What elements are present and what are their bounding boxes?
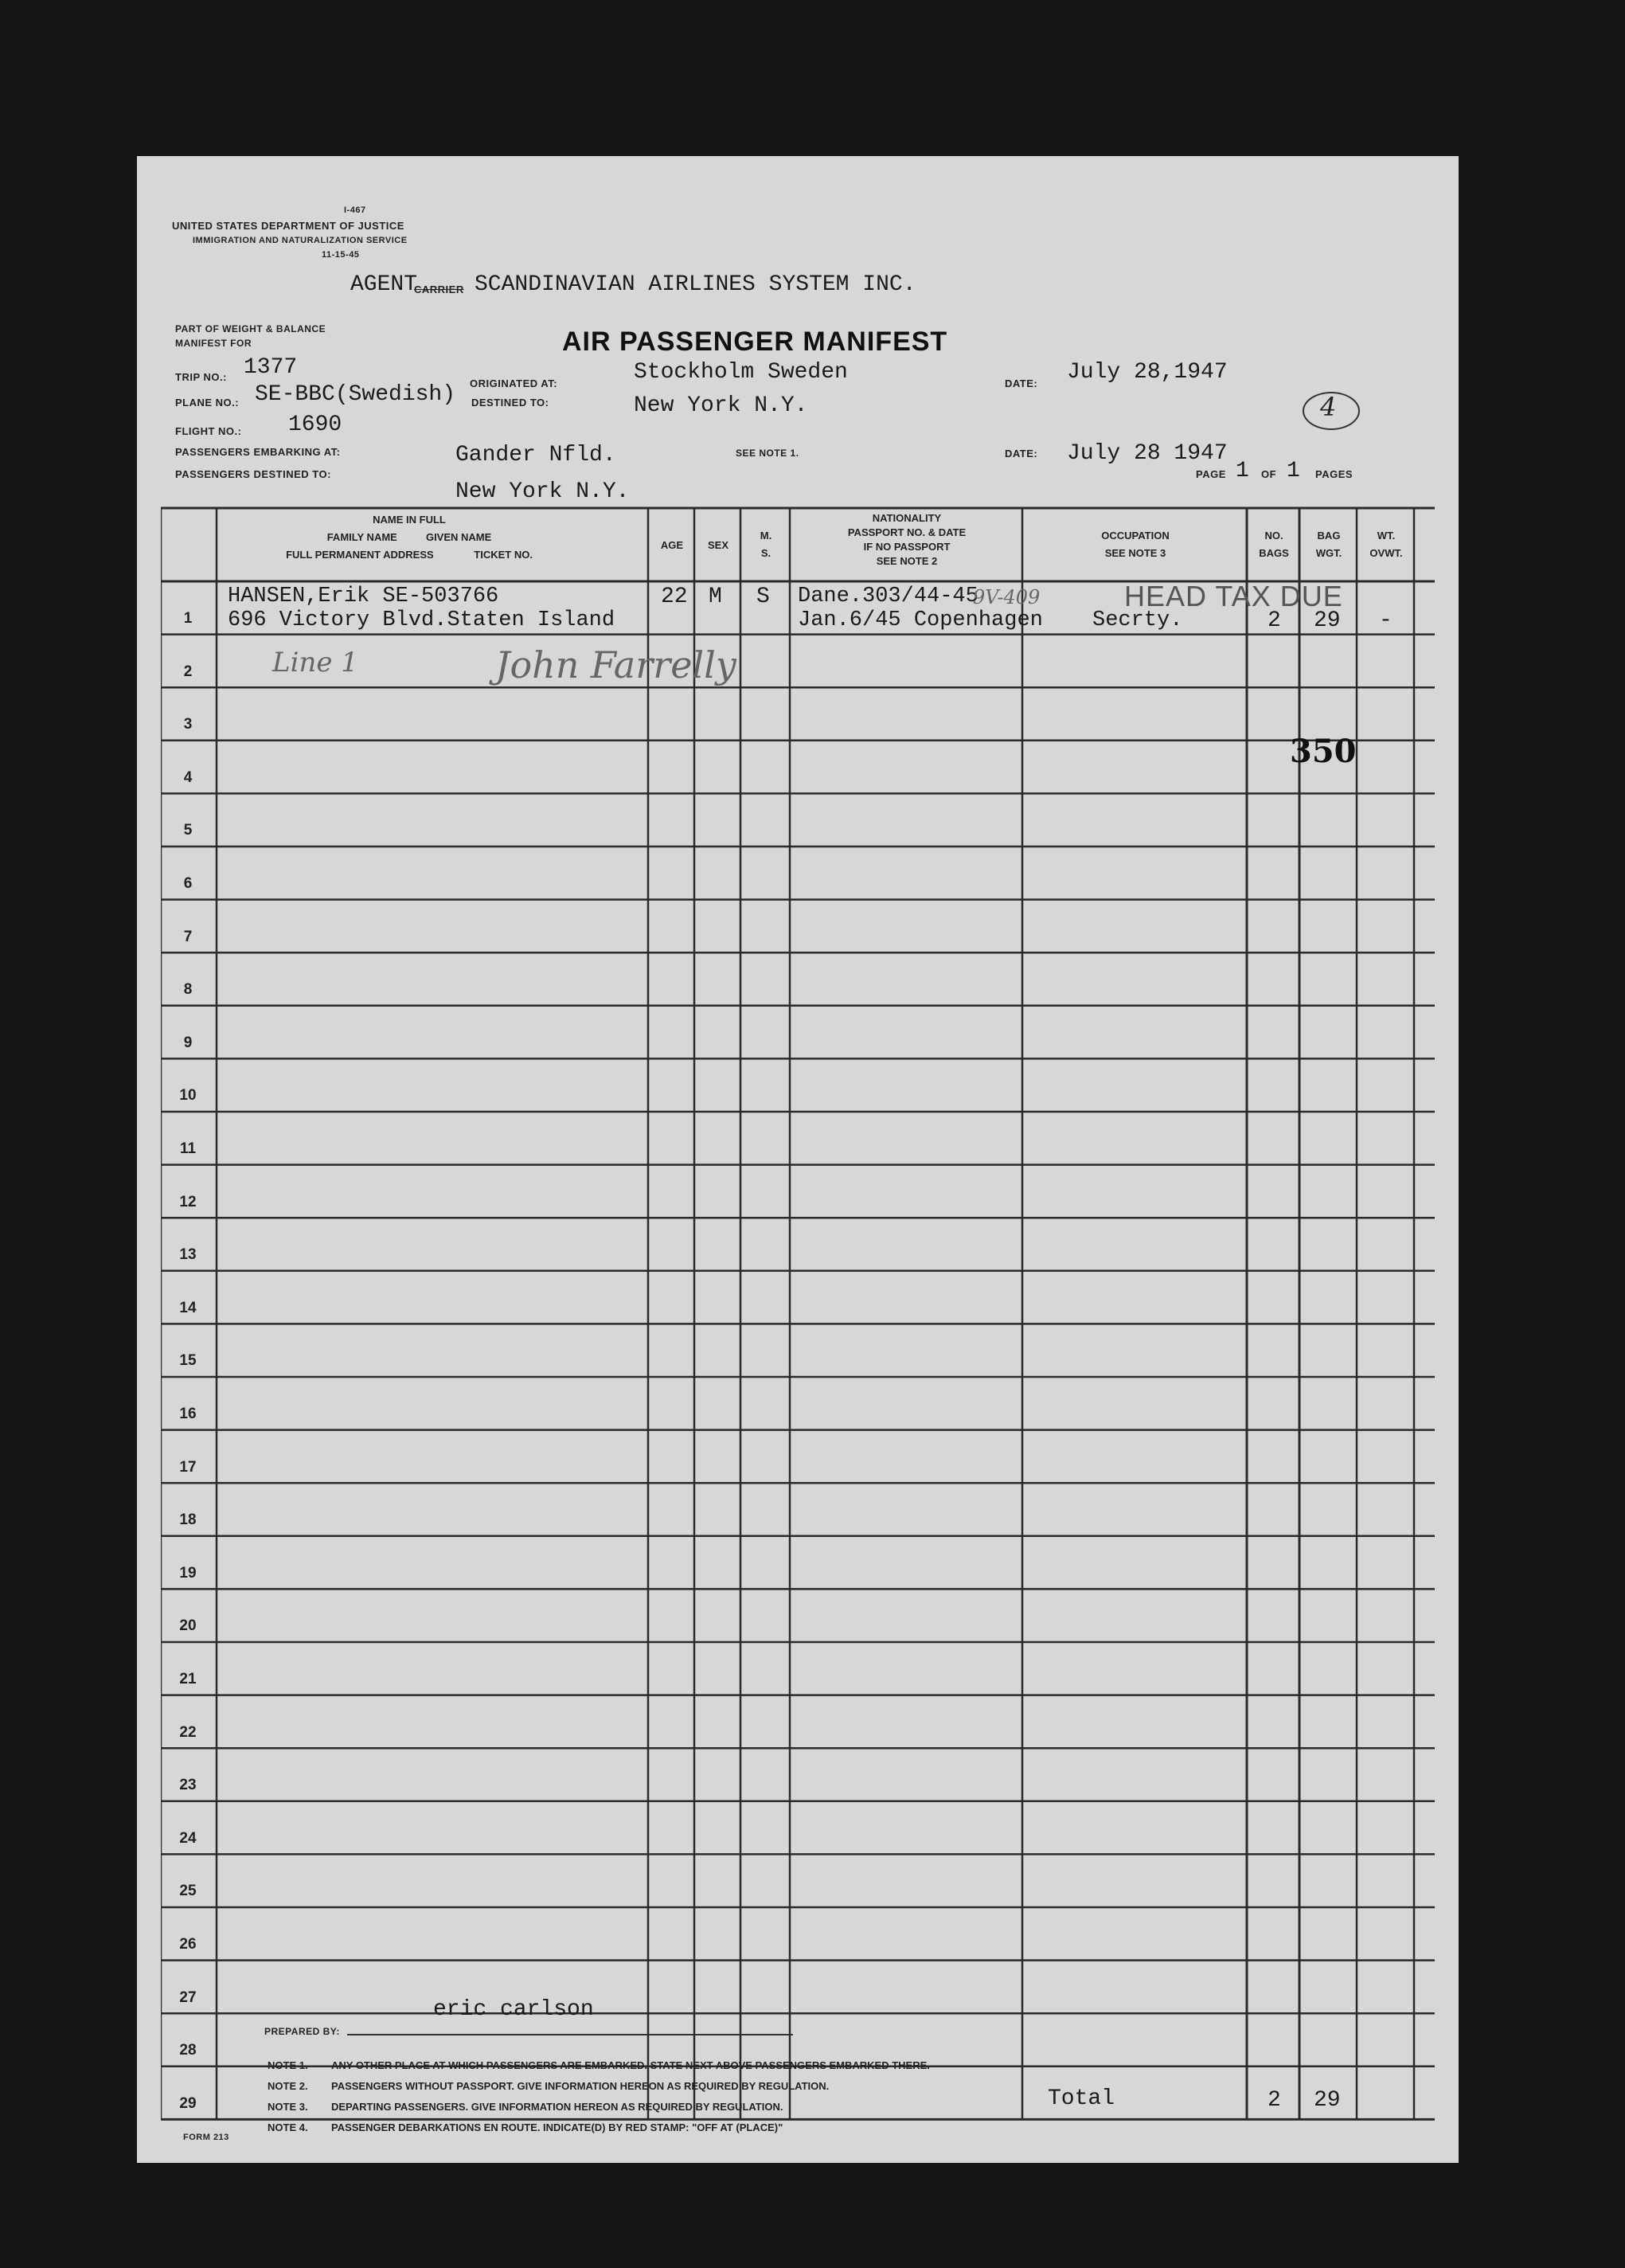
part-of-label: PART OF WEIGHT & BALANCE [175,323,326,334]
prepared-by-label: PREPARED BY: [264,2026,340,2037]
date2-label: DATE: [1005,448,1038,459]
page-number: 1 [1236,459,1249,483]
of-label: OF [1261,468,1277,480]
passenger-sex: M [709,585,722,609]
pages-label: PAGES [1315,468,1354,480]
circled-number: 4 [1320,392,1337,422]
destined-value: New York N.Y. [634,393,808,418]
note-text: ANY OTHER PLACE AT WHICH PASSENGERS ARE EMBARKED. STATE NEXT ABOVE PASSENGERS EMBARKED THERE. [331,2059,930,2071]
carrier-name: SCANDINAVIAN AIRLINES SYSTEM INC. [475,272,916,297]
header-name-line-3 [218,546,600,564]
note-text: PASSENGERS WITHOUT PASSPORT. GIVE INFORMATION HEREON AS REQUIRED BY REGULATION. [331,2080,830,2092]
row-number: 19 [179,1564,197,1582]
row-number: 26 [179,1936,197,1953]
department-name: UNITED STATES DEPARTMENT OF JUSTICE [172,220,404,232]
header-name-line-2 [218,529,600,546]
passenger-handwritten-code: 9V-409 [973,586,1041,608]
passenger-name-ticket: HANSEN,Erik SE-503766 [228,585,499,608]
carrier-struck-label: CARRIER [414,284,464,295]
destined-to-label: PASSENGERS DESTINED TO: [175,468,331,480]
embarking-label: PASSENGERS EMBARKING AT: [175,446,341,458]
row-number: 22 [179,1723,197,1741]
header-given-name: GIVEN NAME [425,531,492,543]
passenger-address: 696 Victory Blvd.Staten Island [228,608,615,632]
passenger-bag-weight: 29 [1314,608,1341,633]
date2-value: July 28 1947 [1067,441,1228,466]
header-family-name: FAMILY NAME [326,531,397,543]
note-item [268,2101,783,2113]
prepared-by-line [347,2034,793,2035]
manifest-sheet [137,156,1459,2163]
date-label: DATE: [1005,377,1038,389]
row-number: 17 [179,1458,197,1476]
handwritten-line-1: Line 1 [272,647,358,678]
header-bags [1248,527,1299,562]
row-number: 12 [179,1193,197,1210]
header-nationality-line-3: IF NO PASSPORT [863,541,951,553]
flight-label: FLIGHT NO.: [175,425,242,437]
passenger-age: 22 [661,585,688,609]
header-nationality-line-1: NATIONALITY [872,512,942,524]
service-name: IMMIGRATION AND NATURALIZATION SERVICE [193,236,408,245]
note-label: NOTE 3. [268,2101,308,2113]
table-grid [161,506,1435,2128]
page-label: PAGE [1196,468,1226,480]
totals-label: Total [1048,2086,1115,2111]
header-address: FULL PERMANENT ADDRESS [286,549,434,561]
manifest-for-label: MANIFEST FOR [175,338,252,349]
prepared-by-name: eric carlson [433,1997,594,2022]
header-nationality-line-2: PASSPORT NO. & DATE [847,526,967,538]
header-ms [742,527,790,562]
embarking-value: Gander Nfld. [455,443,616,467]
row-number: 4 [183,768,193,786]
header-age: AGE [660,539,684,551]
note-item [268,2121,783,2133]
row-number: 18 [179,1511,197,1529]
note-item [268,2080,829,2092]
header-sex: SEX [707,539,729,551]
pages-total: 1 [1287,459,1300,483]
date-value: July 28,1947 [1067,360,1228,385]
header-overweight-line-2: OVWT. [1369,547,1403,559]
handwritten-signature: John Farrelly [495,643,736,686]
row-number: 7 [183,928,193,945]
form-code: I-467 [344,205,366,215]
header-overweight [1358,527,1414,562]
plane-number: SE-BBC(Swedish) [255,382,456,407]
destined-label: DESTINED TO: [471,397,549,409]
row-number: 21 [179,1671,197,1687]
flight-number: 1690 [288,413,342,437]
totals-bag-weight: 29 [1314,2088,1341,2113]
header-bags-line-2: BAGS [1259,547,1289,559]
note-text: DEPARTING PASSENGERS. GIVE INFORMATION HEREON AS REQUIRED BY REGULATION. [331,2101,783,2113]
originated-value: Stockholm Sweden [634,360,848,385]
row-number: 15 [179,1352,197,1370]
row-number: 16 [179,1406,197,1422]
passenger-occupation: Secrty. [1092,608,1183,632]
header-name-in-full [218,511,600,564]
header-ms-line-2: S. [760,547,771,559]
header-bags-line-1: NO. [1264,530,1283,542]
note-label: NOTE 4. [268,2121,308,2133]
header-occupation [1024,527,1247,562]
row-number: 9 [183,1034,193,1051]
see-note-1: SEE NOTE 1. [736,448,799,459]
row-number: 13 [179,1246,197,1264]
form-date-code: 11-15-45 [322,250,360,260]
originated-label: ORIGINATED AT: [470,377,558,389]
row-number: 27 [179,1988,197,2006]
row-number: 29 [179,2094,197,2112]
handwritten-weight-350: 350 [1290,733,1357,770]
header-ticket-no: TICKET NO. [474,549,533,561]
row-number: 3 [183,716,193,733]
agent-label: AGENT [350,272,418,297]
manifest-table [161,506,1435,2128]
row-number: 25 [179,1883,197,1900]
row-number: 28 [179,2042,197,2059]
note-text: PASSENGER DEBARKATIONS EN ROUTE. INDICATE(D) BY RED STAMP: "OFF AT (PLACE)" [331,2121,783,2133]
row-number: 23 [179,1777,197,1794]
header-ms-line-1: M. [760,530,772,542]
destined-to-value: New York N.Y. [455,479,630,504]
row-number: 10 [179,1087,197,1105]
row-number: 11 [179,1140,197,1157]
row-number: 5 [183,822,193,839]
note-label: NOTE 1. [268,2059,308,2071]
header-occupation-line-1: OCCUPATION [1101,530,1170,542]
header-bag-weight-line-1: BAG [1317,530,1341,542]
header-bag-weight [1301,527,1357,562]
note-item [268,2059,930,2071]
head-tax-due-stamp: HEAD TAX DUE [1124,580,1343,612]
form-number: FORM 213 [183,2133,229,2142]
passenger-marital-status: S [756,585,770,609]
row-number: 2 [183,663,193,680]
passenger-overweight: - [1379,608,1393,633]
header-bag-weight-line-2: WGT. [1315,547,1342,559]
row-number: 1 [183,610,193,627]
plane-label: PLANE NO.: [175,397,240,409]
trip-label: TRIP NO.: [175,371,227,383]
header-occupation-line-2: SEE NOTE 3 [1104,547,1166,559]
trip-number: 1377 [244,355,298,380]
row-number: 6 [183,875,193,892]
page-title: AIR PASSENGER MANIFEST [562,327,948,357]
row-number: 24 [179,1829,197,1847]
row-number: 20 [179,1617,197,1635]
totals-bags: 2 [1268,2088,1281,2113]
row-number: 8 [183,981,193,999]
passenger-passport: Jan.6/45 Copenhagen [798,608,1043,632]
passenger-bags: 2 [1268,608,1281,633]
row-number: 14 [179,1299,197,1316]
note-label: NOTE 2. [268,2080,308,2092]
header-nationality [791,511,1022,569]
header-overweight-line-1: WT. [1377,530,1396,542]
header-nationality-line-4: SEE NOTE 2 [876,555,938,567]
passenger-nationality: Dane.303/44-45 [798,585,979,608]
header-name-line-1: NAME IN FULL [373,514,446,526]
